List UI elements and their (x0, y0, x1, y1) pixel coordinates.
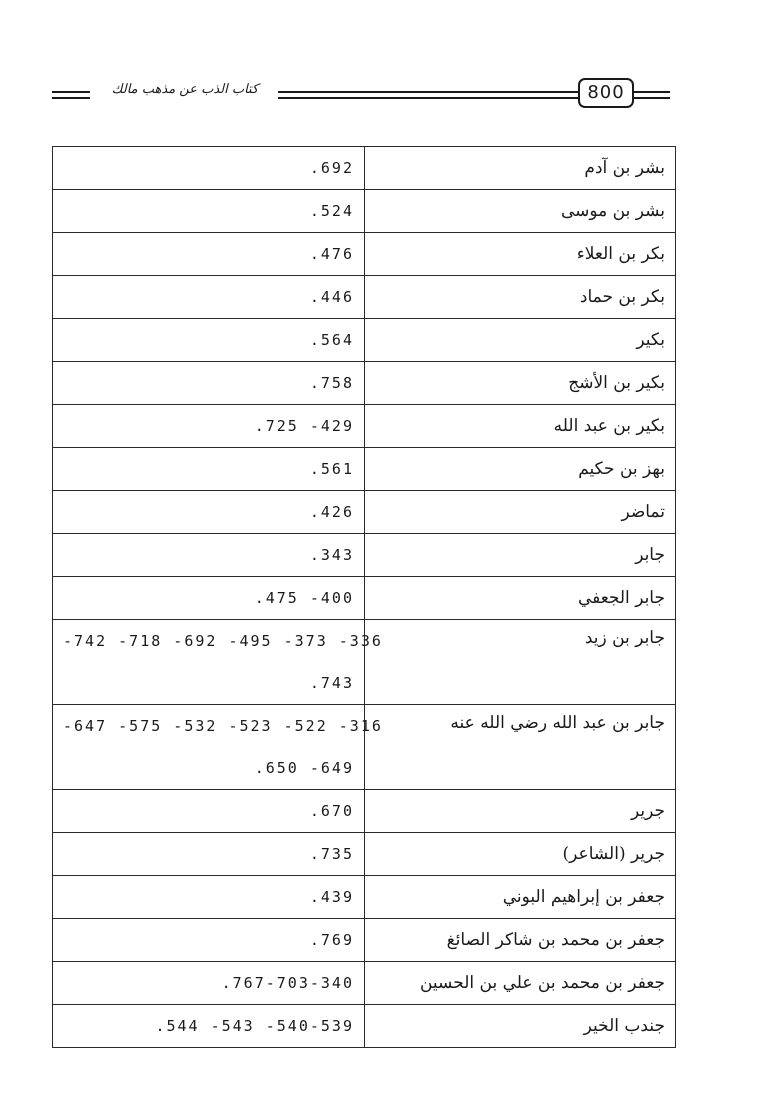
page-references (53, 276, 365, 319)
person-name: جندب الخير (365, 1005, 676, 1048)
index-row (53, 147, 676, 190)
person-name: جابر (365, 534, 676, 577)
page-reference-line: .670 (309, 802, 354, 820)
header-rule-middle-bottom (278, 97, 578, 99)
page-references (53, 577, 365, 620)
page-reference-line: .564 (309, 331, 354, 349)
page-references (53, 962, 365, 1005)
index-row (53, 790, 676, 833)
page-reference-line: .743 (309, 674, 354, 692)
page-references (53, 620, 383, 705)
index-row (53, 276, 676, 319)
page-reference-line: .439 (309, 888, 354, 906)
person-name: جابر بن عبد الله رضي الله عنه (365, 705, 676, 790)
index-row (53, 962, 676, 1005)
page-reference-line: .735 (309, 845, 354, 863)
page-references (53, 319, 365, 362)
page-reference-line: .758 (309, 374, 354, 392)
running-title: كتاب الذب عن مذهب مالك (111, 82, 259, 97)
person-name: بكير بن عبد الله (365, 405, 676, 448)
page-reference-line: .343 (309, 546, 354, 564)
page-reference-line: .446 (309, 288, 354, 306)
page-reference-line: .692 (309, 159, 354, 177)
index-row (53, 491, 676, 534)
person-name: جعفر بن محمد بن علي بن الحسين (365, 962, 676, 1005)
page-reference-line: .544 -543 -540-539 (155, 1017, 354, 1035)
person-name: جعفر بن محمد بن شاكر الصائغ (365, 919, 676, 962)
person-name: جعفر بن إبراهيم البوني (365, 876, 676, 919)
page-references (53, 491, 365, 534)
index-row (53, 833, 676, 876)
index-table (52, 146, 676, 1048)
person-name: بشر بن موسى (365, 190, 676, 233)
person-name: بهز بن حكيم (365, 448, 676, 491)
page-references (53, 448, 365, 491)
page-reference-line: .767-703-340 (221, 974, 354, 992)
index-row (53, 233, 676, 276)
index-row (53, 620, 676, 705)
index-row (53, 448, 676, 491)
page-references (53, 534, 365, 577)
page-references (53, 405, 365, 448)
page-reference-line: .476 (309, 245, 354, 263)
index-row (53, 362, 676, 405)
header-rule-right-top (634, 91, 670, 93)
page-references (53, 919, 365, 962)
page-reference-line: -647 -575 -532 -523 -522 -316 (63, 717, 383, 735)
header-rule-left-bottom (52, 97, 90, 99)
person-name: بكر بن العلاء (365, 233, 676, 276)
header-rule-middle-top (278, 91, 578, 93)
index-row (53, 319, 676, 362)
person-name: بكير (365, 319, 676, 362)
page-number: 800 (578, 78, 634, 108)
header-rule-left-top (52, 91, 90, 93)
header-rule-right-bottom (634, 97, 670, 99)
page-references (53, 233, 365, 276)
person-name: جابر الجعفي (365, 577, 676, 620)
page-reference-line: .650 -649 (254, 759, 354, 777)
person-name: جابر بن زيد (365, 620, 676, 705)
person-name: بكر بن حماد (365, 276, 676, 319)
page-reference-line: .524 (309, 202, 354, 220)
index-row (53, 919, 676, 962)
page-references (53, 362, 365, 405)
page-reference-line: .475 -400 (254, 589, 354, 607)
index-row (53, 1005, 676, 1048)
person-name: بشر بن آدم (365, 147, 676, 190)
page-references (53, 790, 365, 833)
index-row (53, 577, 676, 620)
page-reference-line: .769 (309, 931, 354, 949)
person-name: بكير بن الأشج (365, 362, 676, 405)
page-references (53, 705, 383, 790)
page-references (53, 190, 365, 233)
person-name: جرير (الشاعر) (365, 833, 676, 876)
page-header (52, 78, 670, 112)
page-references (53, 1005, 365, 1048)
page-reference-line: .725 -429 (254, 417, 354, 435)
index-row (53, 405, 676, 448)
index-row (53, 534, 676, 577)
person-name: جرير (365, 790, 676, 833)
page-reference-line: .426 (309, 503, 354, 521)
page-reference-line: .561 (309, 460, 354, 478)
page-references (53, 147, 365, 190)
index-row (53, 190, 676, 233)
index-row (53, 705, 676, 790)
person-name: تماضر (365, 491, 676, 534)
page-references (53, 833, 365, 876)
page-references (53, 876, 365, 919)
index-row (53, 876, 676, 919)
page-reference-line: -742 -718 -692 -495 -373 -336 (63, 632, 383, 650)
